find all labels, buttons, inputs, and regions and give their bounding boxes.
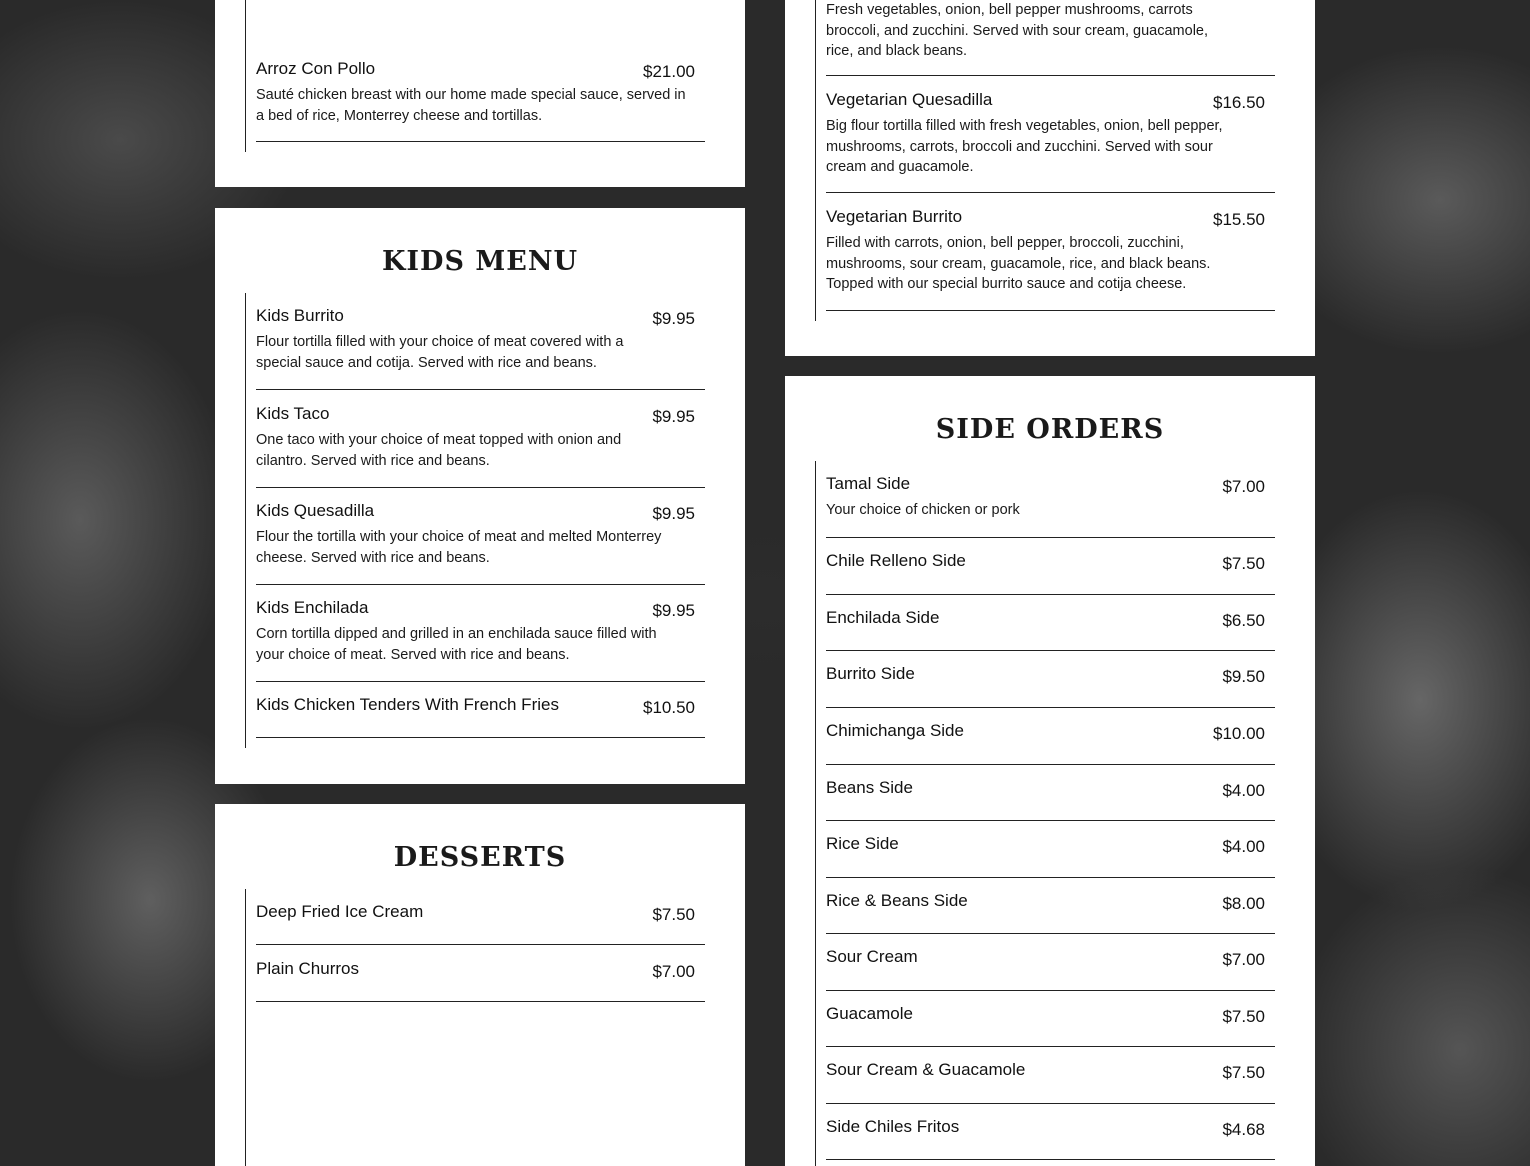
top-left-menu-card — [215, 0, 745, 187]
menu-item[interactable] — [826, 608, 1275, 651]
item-price: $10.50 — [643, 698, 695, 717]
item-name: Chile Relleno Side — [826, 551, 966, 570]
menu-item[interactable] — [826, 207, 1275, 311]
menu-item[interactable] — [256, 501, 705, 585]
menu-item[interactable] — [826, 474, 1275, 538]
item-description: One taco with your choice of meat topped with onion and cilantro. Served with rice and beans. — [256, 432, 622, 469]
top-right-menu-card — [785, 0, 1315, 356]
menu-item-list — [245, 889, 706, 1166]
item-price: $9.95 — [652, 309, 695, 328]
item-price: $21.00 — [643, 62, 695, 81]
menu-item[interactable] — [826, 778, 1275, 821]
item-description: Fresh vegetables, onion, bell pepper mushrooms, carrots broccoli, and zucchini. Served with sour cream, guacamole, rice, and black beans. — [826, 2, 1209, 59]
item-name: Guacamole — [826, 1004, 913, 1023]
item-price: $7.50 — [1222, 554, 1265, 573]
item-price: $9.95 — [652, 407, 695, 426]
item-name: Kids Burrito — [256, 306, 344, 325]
item-price: $10.00 — [1213, 724, 1265, 743]
menu-item-list — [245, 0, 706, 152]
item-price: $7.50 — [652, 905, 695, 924]
item-price: $15.50 — [1213, 210, 1265, 229]
item-name: Beans Side — [826, 778, 913, 797]
item-price: $4.68 — [1222, 1120, 1265, 1139]
desserts-card — [215, 804, 745, 1166]
menu-item[interactable] — [826, 721, 1275, 765]
item-price: $9.95 — [652, 504, 695, 523]
item-name: Burrito Side — [826, 664, 915, 683]
item-name: Vegetarian Burrito — [826, 207, 963, 226]
section-title: DESSERTS — [393, 842, 567, 873]
item-price: $7.00 — [652, 962, 695, 981]
item-price: $7.00 — [1222, 950, 1265, 969]
item-name: Rice Side — [826, 834, 899, 853]
item-description: Filled with carrots, onion, bell pepper, broccoli, zucchini, mushrooms, sour cream, guacamole, rice, and black beans. Topped with our special burrito sauce and cotija cheese. — [826, 235, 1211, 292]
item-name: Sour Cream & Guacamole — [826, 1060, 1026, 1079]
side-orders-card — [785, 376, 1315, 1166]
item-description: Flour tortilla filled with your choice of meat covered with a special sauce and cotija. Served with rice and beans. — [256, 334, 624, 371]
item-name: Kids Quesadilla — [256, 501, 375, 520]
menu-item[interactable] — [826, 834, 1275, 878]
menu-item[interactable] — [826, 664, 1275, 708]
item-name: Kids Taco — [256, 404, 330, 423]
item-name: Side Chiles Fritos — [826, 1117, 960, 1136]
item-name: Enchilada Side — [826, 608, 940, 627]
item-description: Big flour tortilla filled with fresh vegetables, onion, bell pepper, mushrooms, carrots, broccoli and zucchini. Served with sour cream and guacamole. — [826, 118, 1223, 175]
section-title: SIDE ORDERS — [935, 414, 1165, 445]
menu-item[interactable] — [826, 1004, 1275, 1047]
item-price: $9.50 — [1222, 667, 1265, 686]
item-price: $16.50 — [1213, 93, 1265, 112]
menu-item[interactable] — [256, 404, 705, 488]
menu-item[interactable] — [826, 0, 1275, 76]
item-name: Rice & Beans Side — [826, 891, 968, 910]
item-description: Sauté chicken breast with our home made special sauce, served in a bed of rice, Monterrey cheese and tortillas. — [256, 87, 686, 124]
menu-item-list — [245, 293, 706, 748]
item-price: $7.00 — [1222, 477, 1265, 496]
menu-item[interactable] — [256, 695, 705, 738]
item-description: Corn tortilla dipped and grilled in an enchilada sauce filled with your choice of meat. Served with rice and beans. — [256, 626, 657, 663]
item-price: $9.95 — [652, 601, 695, 620]
item-name: Chimichanga Side — [826, 721, 964, 740]
item-name: Sour Cream — [826, 947, 918, 966]
item-name: Arroz Con Pollo — [256, 59, 376, 78]
menu-item[interactable] — [826, 90, 1275, 193]
item-name: Kids Enchilada — [256, 598, 369, 617]
kids-menu-card — [215, 208, 745, 784]
item-price: $8.00 — [1222, 894, 1265, 913]
item-name: Plain Churros — [256, 959, 359, 978]
menu-item[interactable] — [826, 947, 1275, 991]
item-name: Vegetarian Quesadilla — [826, 90, 993, 109]
item-name: Tamal Side — [826, 474, 911, 493]
item-name: Kids Chicken Tenders With French Fries — [256, 695, 559, 714]
menu-item[interactable] — [256, 902, 705, 945]
menu-item-list — [815, 461, 1276, 1166]
item-price: $6.50 — [1222, 611, 1265, 630]
menu-item[interactable] — [256, 598, 705, 682]
menu-item[interactable] — [826, 1117, 1275, 1160]
item-price: $4.00 — [1222, 781, 1265, 800]
section-title: KIDS MENU — [381, 246, 579, 277]
menu-item[interactable] — [256, 59, 705, 142]
item-name: Deep Fried Ice Cream — [256, 902, 424, 921]
item-price: $4.00 — [1222, 837, 1265, 856]
menu-item[interactable] — [826, 1060, 1275, 1104]
item-price: $7.50 — [1222, 1007, 1265, 1026]
item-description: Your choice of chicken or pork — [826, 502, 1020, 518]
menu-item-list — [815, 0, 1276, 321]
item-price: $7.50 — [1222, 1063, 1265, 1082]
menu-item[interactable] — [826, 551, 1275, 595]
item-description: Flour the tortilla with your choice of meat and melted Monterrey cheese. Served with rice and beans. — [256, 529, 662, 566]
menu-item[interactable] — [826, 891, 1275, 934]
menu-item[interactable] — [256, 959, 705, 1002]
menu-item[interactable] — [256, 306, 705, 390]
